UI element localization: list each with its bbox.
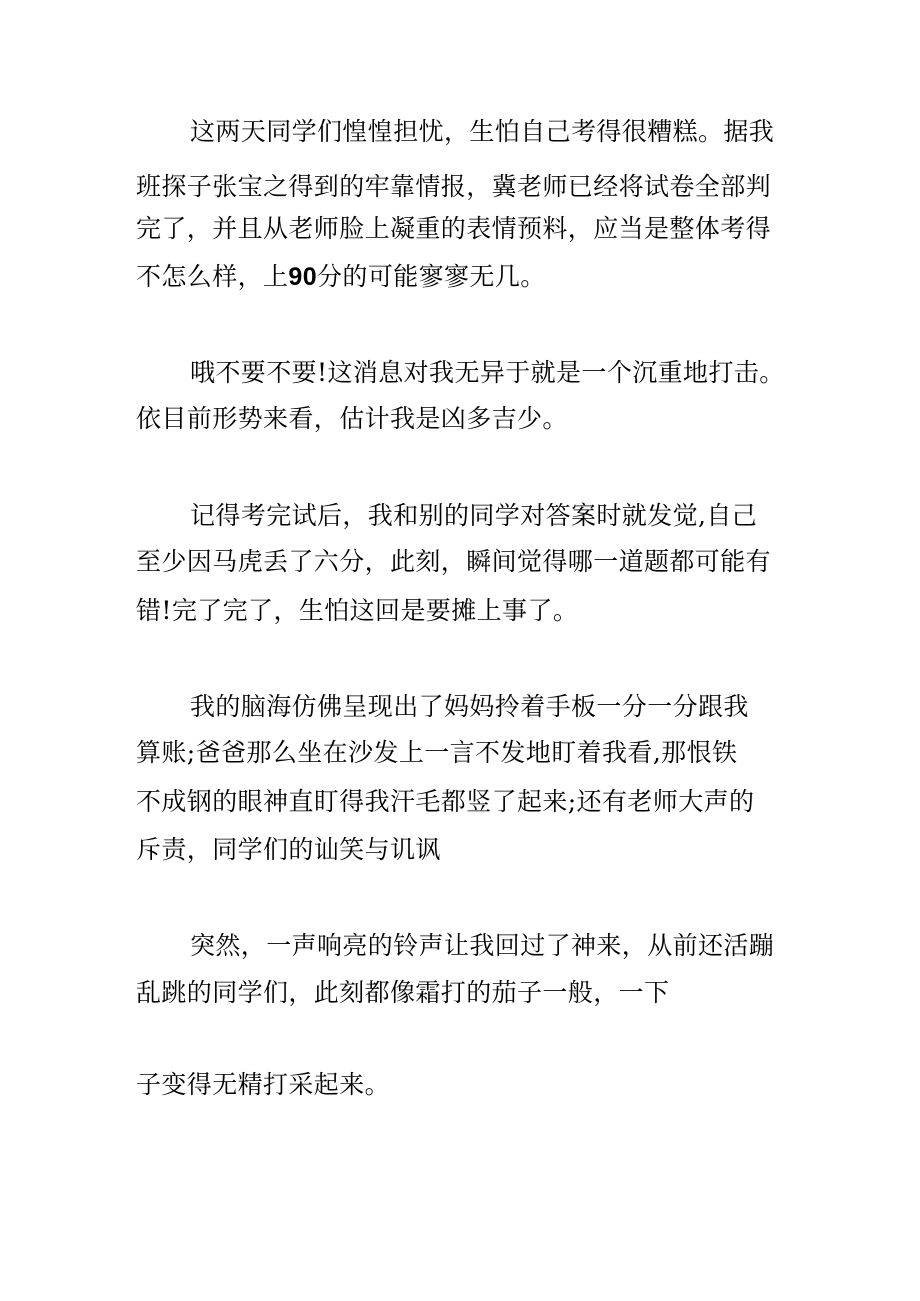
- text-line: 至少因马虎丢了六分，此刻，瞬间觉得哪一道题都可能有: [136, 547, 772, 576]
- text-line: 乱跳的同学们，此刻都像霜打的茄子一般，一下: [136, 978, 670, 1007]
- text-line: 算账;爸爸那么坐在沙发上一言不发地盯着我看,那恨铁: [136, 738, 738, 767]
- text-line: 完了，并且从老师脸上凝重的表情预料，应当是整体考得: [136, 214, 772, 243]
- text-segment: 不怎么样，上: [136, 262, 289, 291]
- text-line: 这两天同学们惶惶担忧，生怕自己考得很糟糕。据我: [190, 117, 775, 146]
- text-line: 哦不要不要!这消息对我无异于就是一个沉重地打击。: [190, 358, 785, 387]
- text-line: 斥责，同学们的讪笑与讥讽: [136, 835, 441, 864]
- text-line: 班探子张宝之得到的牢靠情报，冀老师已经将试卷全部判: [136, 172, 772, 201]
- text-line: 我的脑海仿佛呈现出了妈妈拎着手板一分一分跟我: [190, 692, 749, 721]
- text-line-with-number: [136, 259, 546, 295]
- text-line: 错!完了完了，生怕这回是要摊上事了。: [136, 596, 579, 625]
- text-line: 突然，一声响亮的铃声让我回过了神来，从前还活蹦: [190, 931, 775, 960]
- text-line: 不成钢的眼神直盯得我汗毛都竖了起来;还有老师大声的: [136, 787, 755, 816]
- text-segment: 分的可能寥寥无几。: [317, 262, 546, 291]
- text-line: 记得考完试后，我和别的同学对答案时就发觉,自己: [190, 501, 758, 530]
- text-line: 依目前形势来看，估计我是凶多吉少。: [136, 404, 568, 433]
- score-number: 90: [288, 263, 318, 291]
- text-line: 子变得无精打采起来。: [136, 1070, 391, 1099]
